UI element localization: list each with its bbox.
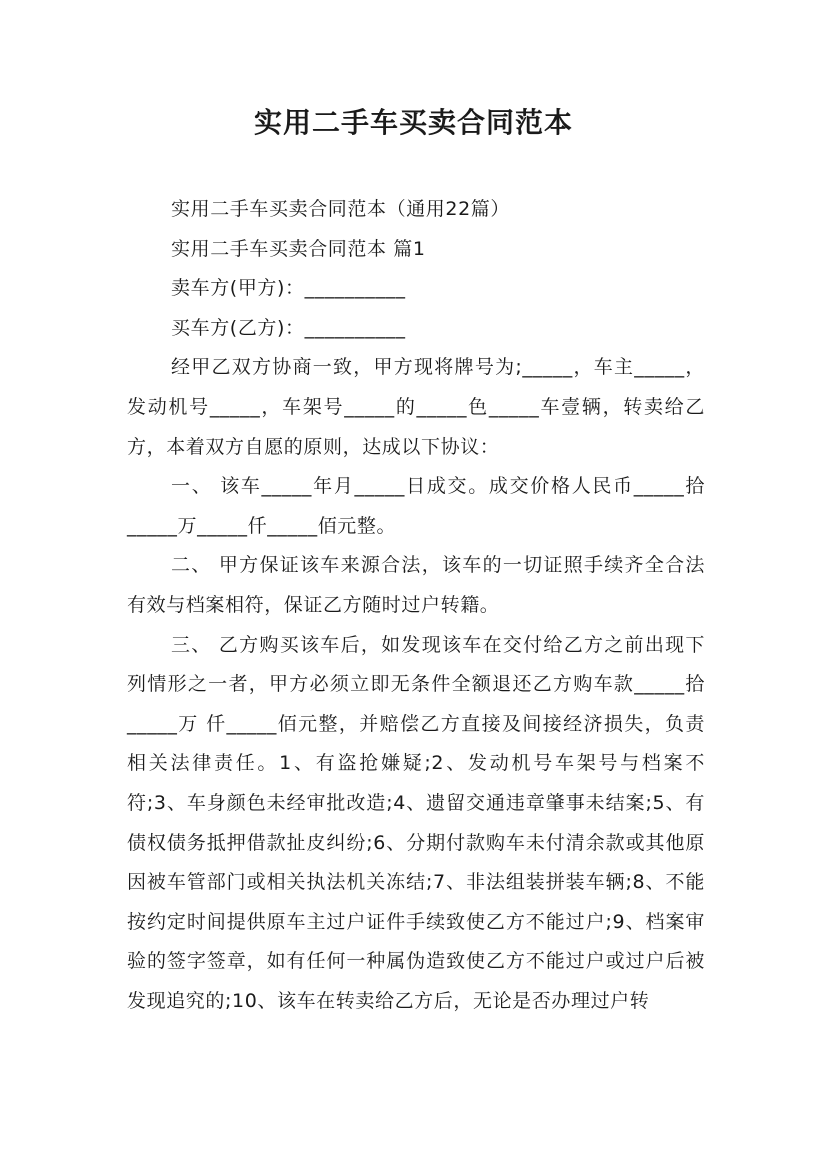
agreement-intro-paragraph: 经甲乙双方协商一致，甲方现将牌号为;_____，车主_____，发动机号_____，车架号_____的_____色_____车壹辆，转卖给乙方，本着双方自愿的原则，达成以下协议：	[127, 356, 705, 458]
seller-line: 卖车方(甲方)：__________	[171, 277, 406, 300]
section-heading: 实用二手车买卖合同范本 篇1	[171, 237, 426, 260]
clause-three-paragraph: 三、 乙方购买该车后，如发现该车在交付给乙方之前出现下列情形之一者，甲方必须立即无条件全额退还乙方购车款_____拾_____万 仟_____佰元整，并赔偿乙方直接及间接经济损失，负责相关法律责任。1、有盗抢嫌疑;2、发动机号车架号与档案不符;3、车身颜色未经审批改造;4、遗留交通违章肇事未结案;5、有债权债务抵押借款扯皮纠纷;6、分期付款购车未付清余款或其他原因被车管部门或相关执法机关冻结;7、非法组装拼装车辆;8、不能按约定时间提供原车主过户证件手续致使乙方不能过户;9、档案审验的签字签章，如有任何一种属伪造致使乙方不能过户或过户后被发现追究的;10、该车在转卖给乙方后，无论是否办理过户转	[127, 633, 705, 1012]
clause-two-paragraph: 二、 甲方保证该车来源合法，该车的一切证照手续齐全合法有效与档案相符，保证乙方随时过户转籍。	[127, 554, 705, 616]
document-title: 实用二手车买卖合同范本	[253, 106, 573, 139]
document-body	[127, 190, 705, 1021]
subtitle-paragraph: 实用二手车买卖合同范本（通用22篇）	[171, 198, 510, 220]
clause-one-paragraph: 一、 该车_____年月_____日成交。成交价格人民币_____拾_____万_____仟_____佰元整。	[127, 475, 705, 537]
buyer-line: 买车方(乙方)：__________	[171, 316, 406, 339]
